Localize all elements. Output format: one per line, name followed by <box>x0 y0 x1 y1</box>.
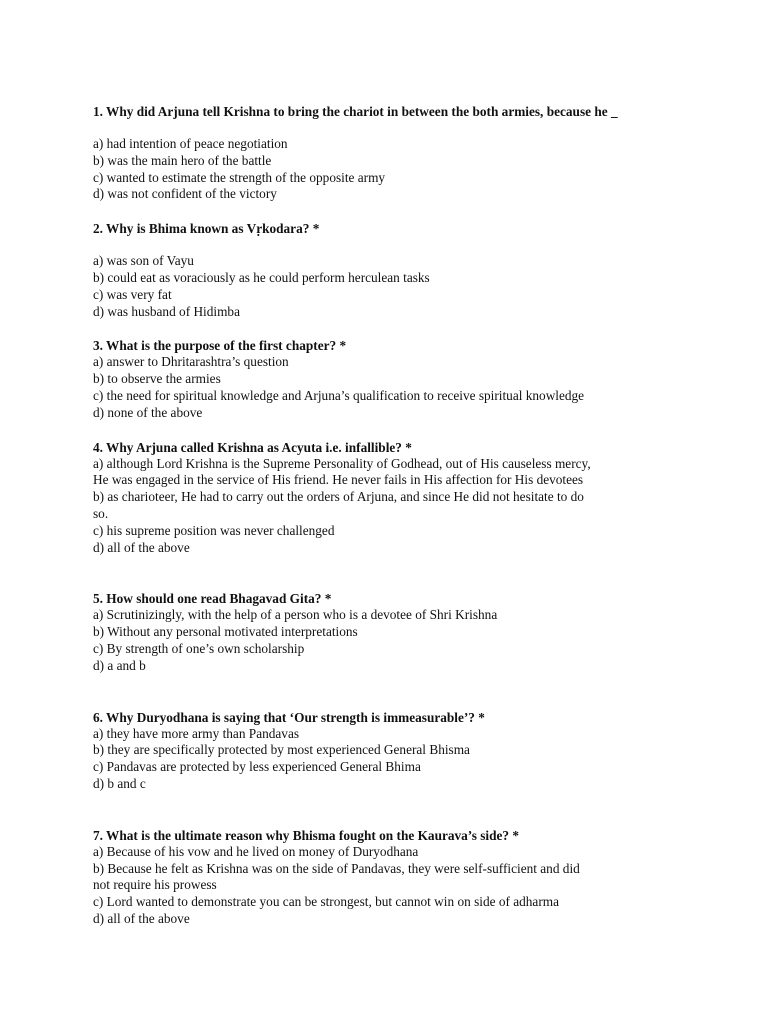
option: c) By strength of one’s own scholarship <box>93 640 305 656</box>
question-6 <box>93 709 753 793</box>
option: c) was very fat <box>93 286 172 302</box>
question-4 <box>93 439 753 557</box>
question-title: 6. Why Duryodhana is saying that ‘Our strength is immeasurable’? * <box>93 709 485 725</box>
question-2 <box>93 220 753 320</box>
quiz-document <box>93 103 753 928</box>
option: d) a and b <box>93 657 146 673</box>
option: d) was husband of Hidimba <box>93 303 240 319</box>
option: b) as charioteer, He had to carry out the orders of Arjuna, and since He did not hesitate to do <box>93 489 584 505</box>
option: a) was son of Vayu <box>93 253 194 269</box>
question-3 <box>93 337 753 421</box>
option: a) answer to Dhritarashtra’s question <box>93 354 289 370</box>
option: b) Because he felt as Krishna was on the side of Pandavas, they were self-sufficient and did <box>93 860 580 876</box>
option: d) was not confident of the victory <box>93 186 277 202</box>
option: a) Scrutinizingly, with the help of a person who is a devotee of Shri Krishna <box>93 607 498 623</box>
option: a) they have more army than Pandavas <box>93 725 300 741</box>
question-title: 2. Why is Bhima known as Vṛkodara? * <box>93 221 320 237</box>
option: c) wanted to estimate the strength of the opposite army <box>93 169 386 185</box>
option: c) Pandavas are protected by less experienced General Bhima <box>93 759 421 775</box>
option: He was engaged in the service of His friend. He never fails in His affection for His devotees <box>93 472 584 488</box>
option: c) Lord wanted to demonstrate you can be strongest, but cannot win on side of adharma <box>93 894 559 910</box>
option: b) was the main hero of the battle <box>93 152 272 168</box>
question-7 <box>93 827 753 928</box>
question-1 <box>93 103 753 203</box>
option: d) none of the above <box>93 404 203 420</box>
option: c) the need for spiritual knowledge and Arjuna’s qualification to receive spiritual knowledge <box>93 387 585 403</box>
question-title: 5. How should one read Bhagavad Gita? * <box>93 591 332 607</box>
option: a) although Lord Krishna is the Supreme Personality of Godhead, out of His causeless mercy, <box>93 455 591 471</box>
option: b) could eat as voraciously as he could perform herculean tasks <box>93 269 430 285</box>
question-5 <box>93 590 753 674</box>
question-title: 1. Why did Arjuna tell Krishna to bring the chariot in between the both armies, because he _ <box>93 104 618 119</box>
option: b) Without any personal motivated interpretations <box>93 624 358 640</box>
option: d) b and c <box>93 775 146 791</box>
question-title: 3. What is the purpose of the first chapter? * <box>93 338 347 354</box>
option: a) had intention of peace negotiation <box>93 136 288 151</box>
option: c) his supreme position was never challenged <box>93 522 335 538</box>
option: b) they are specifically protected by most experienced General Bhisma <box>93 742 470 758</box>
option: d) all of the above <box>93 539 190 555</box>
option: d) all of the above <box>93 910 190 926</box>
question-title: 7. What is the ultimate reason why Bhisma fought on the Kaurava’s side? * <box>93 827 520 843</box>
option: not require his prowess <box>93 877 217 893</box>
option: so. <box>93 505 109 521</box>
option: a) Because of his vow and he lived on money of Duryodhana <box>93 843 419 859</box>
question-title: 4. Why Arjuna called Krishna as Acyuta i.e. infallible? * <box>93 439 412 455</box>
option: b) to observe the armies <box>93 371 221 387</box>
